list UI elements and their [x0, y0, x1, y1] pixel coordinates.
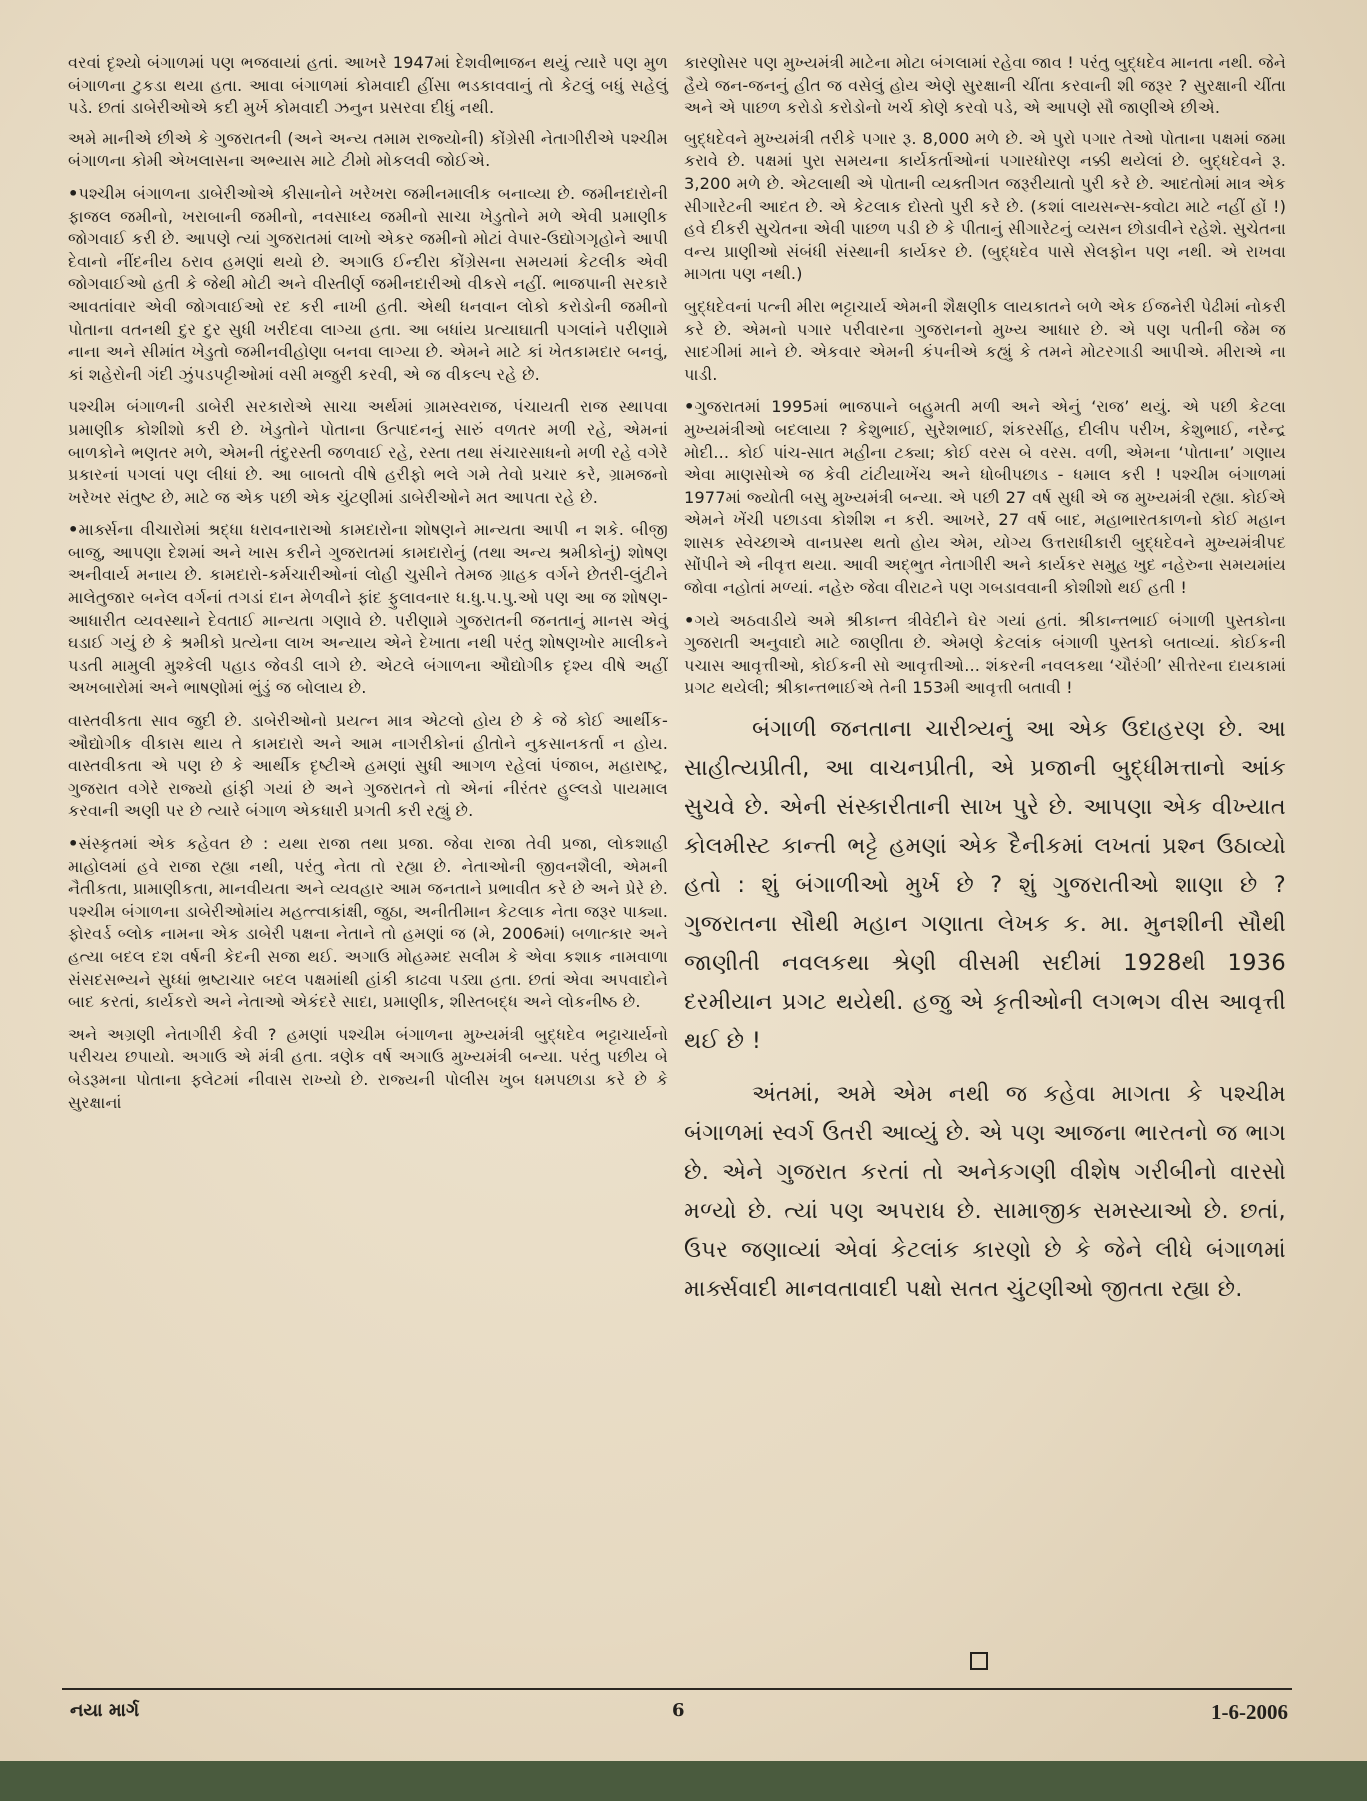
issue-date: 1-6-2006: [1211, 1700, 1288, 1724]
paragraph: બુદ્ધદેવને મુખ્યમંત્રી તરીકે પગાર રૂ. 8,000 મળે છે. એ પુરો પગાર તેઓ પોતાના પક્ષમાં જમા કરાવે છે. પક્ષમાં પુરા સમયના કાર્યકર્તાઓનાં પગારધોરણ નક્કી થયેલાં છે. બુદ્ધદેવને રૂ. 3,200 મળે છે. એટલાથી એ પોતાની વ્યક્તીગત જરૂરીયાતો પુરી કરે છે. આદતોમાં માત્ર એક સીગારેટની આદત છે. એ કેટલાક દોસ્તો પુરી કરે છે. (કશાં લાયસન્સ-ક્વોટા માટે નહીં હોં !) હવે દીકરી સુચેતના એવી પાછળ પડી છે કે પીતાનું સીગારેટનું વ્યસન છોડાવીને રહેશે. સુચેતના વન્ય પ્રાણીઓ સંબંધી સંસ્થાની કાર્યકર છે. (બુદ્ધદેવ પાસે સેલફોન પણ નથી. એ રાખવા માગતા પણ નથી.): [684, 128, 1286, 284]
scan-background-strip: [0, 1761, 1367, 1801]
end-of-article-mark: [970, 1652, 988, 1670]
bullet-paragraph: • પશ્ચીમ બંગાળના ડાબેરીઓએ કીસાનોને ખરેખરા જમીનમાલીક બનાવ્યા છે. જમીનદારોની ફાજલ જમીનો, ખરાબાની જમીનો, નવસાધ્ય જમીનો સાચા ખેડુતોને મળે એવી પ્રમાણીક જોગવાઈ કરી છે. આપણે ત્યાં ગુજરાતમાં લાખો એકર જમીનો મોટાં વેપાર-ઉદ્યોગગૃહોને આપી દેવાનો નીંદનીય ઠરાવ હમણાં થયો છે. અગાઉ ઈન્દીરા કોંગ્રેસના સમયમાં કેટલીક એવી જોગવાઈઓ હતી કે જેથી મોટી અને વીસ્તીર્ણ જમીનદારીઓ વીકસે નહીં. ભાજપાની સરકારે આવતાંવાર એવી જોગવાઈઓ રદ કરી નાખી હતી. એથી ધનવાન લોકો કરોડોની જમીનો પોતાના વતનથી દુર દુર સુધી ખરીદવા લાગ્યા હતા. આ બધાંય પ્રત્યાઘાતી પગલાંને પરીણામે નાના અને સીમાંત ખેડુતો જમીનવીહોણા બનવા લાગ્યા છે. એમને માટે કાં ખેતકામદાર બનવું, કાં શહેરોની ગંદી ઝુંપડપટ્ટીઓમાં વસી મજુરી કરવી, એ જ વીકલ્પ રહે છે.: [68, 183, 668, 386]
paragraph: વરવાં દૃશ્યો બંગાળમાં પણ ભજવાયાં હતાં. આખરે 1947માં દેશવીભાજન થયું ત્યારે પણ મુળ બંગાળના ટુકડા થયા હતા. આવા બંગાળમાં કોમવાદી હીંસા ભડકાવવાનું તો કેટલું બધું સહેલું પડે. છતાં ડાબેરીઓએ કદી મુર્ખ કોમવાદી ઝનુન પ્રસરવા દીધું નથી.: [68, 53, 668, 118]
large-paragraph: બંગાળી જનતાના ચારીત્ર્યનું આ એક ઉદાહરણ છે. આ સાહીત્યપ્રીતી, આ વાચનપ્રીતી, એ પ્રજાની બુદ્ધીમત્તાનો આંક સુચવે છે. એની સંસ્કારીતાની સાખ પુરે છે. આપણા એક વીખ્યાત કોલમીસ્ટ કાન્તી ભટ્ટે હમણાં એક દૈનીકમાં લખતાં પ્રશ્ન ઉઠાવ્યો હતો : શું બંગાળીઓ મુર્ખ છે ? શું ગુજરાતીઓ શાણા છે ? ગુજરાતના સૌથી મહાન ગણાતા લેખક ક. મા. મુનશીની સૌથી જાણીતી નવલકથા શ્રેણી વીસમી સદીમાં 1928થી 1936 દરમીયાન પ્રગટ થયેથી. હજુ એ કૃતીઓની લગભગ વીસ આવૃત્તી થઈ છે !: [684, 716, 1286, 1055]
bullet-paragraph: • ગુજરાતમાં 1995માં ભાજપાને બહુમતી મળી અને એનું ‘રાજ’ થયું. એ પછી કેટલા મુખ્યમંત્રીઓ બદલાયા ? કેશુભાઈ, સુરેશભાઈ, શંકરસીંહ, દીલીપ પરીખ, કેશુભાઈ, નરેન્દ્ર મોદી... કોઈ પાંચ-સાત મહીના ટક્યા; કોઈ વરસ બે વરસ. વળી, એમના ‘પોતાના’ ગણાય એવા માણસોએ જ કેવી ટાંટીયાખેંચ અને ધોબીપછાડ - ધમાલ કરી ! પશ્ચીમ બંગાળમાં 1977માં જ્યોતી બસુ મુખ્યમંત્રી બન્યા. એ પછી 27 વર્ષ સુધી એ જ મુખ્યમંત્રી રહ્યા. કોઈએ એમને ખેંચી પછાડવા કોશીશ ન કરી. આખરે, 27 વર્ષ બાદ, મહાભારતકાળનો કોઈ મહાન શાસક સ્વેચ્છાએ વાનપ્રસ્થ થતો હોય એમ, યોગ્ય ઉત્તરાધીકારી બુદ્ધદેવને મુખ્યમંત્રીપદ સોંપીને એ નીવૃત્ત થયા. આવી અદ્ભુત નેતાગીરી અને કાર્યકર સમુહ ખુદ નહેરુના સમયમાંય જોવા નહોતાં મળ્યાં. નહેરુ જેવા વીરાટને પણ ગબડાવવાની કોશીશો થઈ હતી !: [684, 396, 1286, 599]
bullet-paragraph: • ગયે અઠવાડીયે અમે શ્રીકાન્ત ત્રીવેદીને ઘેર ગયાં હતાં. શ્રીકાન્તભાઈ બંગાળી પુસ્તકોના ગુજરાતી અનુવાદો માટે જાણીતા છે. એમણે કેટલાંક બંગાળી પુસ્તકો બતાવ્યાં. કોઈકની પચાસ આવૃત્તીઓ, કોઈકની સો આવૃત્તીઓ... શંકરની નવલકથા ‘ચૌરંગી’ સીત્તેરના દાયકામાં પ્રગટ થયેલી; શ્રીકાન્તભાઈએ તેની 153મી આવૃત્તી બતાવી !: [684, 610, 1286, 700]
paragraph: બુદ્ધદેવનાં પત્ની મીરા ભટ્ટાચાર્ય એમની શૈક્ષણીક લાયકાતને બળે એક ઈજનેરી પેઢીમાં નોકરી કરે છે. એમનો પગાર પરીવારના ગુજરાનનો મુખ્ય આધાર છે. એ પણ પતીની જેમ જ સાદગીમાં માને છે. એકવાર એમની કંપનીએ કહ્યું કે તમને મોટરગાડી આપીએ. મીરાએ ના પાડી.: [684, 296, 1286, 384]
page-footer: [62, 1700, 1292, 1730]
bullet-paragraph: • સંસ્કૃતમાં એક કહેવત છે : યથા રાજા તથા પ્રજા. જેવા રાજા તેવી પ્રજા, લોકશાહી માહોલમાં હવે રાજા રહ્યા નથી, પરંતુ નેતા તો રહ્યા છે. નેતાઓની જીવનશૈલી, એમની નૈતીકતા, પ્રામાણીકતા, માનવીયતા અને વ્યવહાર આમ જનતાને પ્રભાવીત કરે છે અને પ્રેરે છે. પશ્ચીમ બંગાળના ડાબેરીઓમાંય મહત્ત્વાકાંક્ષી, જુઠા, અનીતીમાન કેટલાક નેતા જરૂર પાક્યા. ફોરવર્ડ બ્લોક નામના એક ડાબેરી પક્ષના નેતાને તો હમણાં જ (મે, 2006માં) બળાત્કાર અને હત્યા બદલ દશ વર્ષની કેદની સજા થઈ. અગાઉ મોહમ્મદ સલીમ કે એવા કશાક નામવાળા સંસદસભ્યને સુધ્ધાં ભ્રષ્ટાચાર બદલ પક્ષમાંથી હાંકી કાઢવા પડ્યા હતા. છતાં એવા અપવાદોને બાદ કરતાં, કાર્યકરો અને નેતાઓ એકંદરે સાદા, પ્રમાણીક, શીસ્તબદ્ધ અને લોકનીષ્ઠ છે.: [68, 833, 668, 1014]
paragraph: અને અગ્રણી નેતાગીરી કેવી ? હમણાં પશ્ચીમ બંગાળના મુખ્યમંત્રી બુદ્ધદેવ ભટ્ટાચાર્યનો પરીચય છપાયો. અગાઉ એ મંત્રી હતા. ત્રણેક વર્ષ અગાઉ મુખ્યમંત્રી બન્યા. પરંતુ પછીય બે બેડરૂમના પોતાના ફ્લેટમાં નીવાસ રાખ્યો છે. રાજ્યની પોલીસ ખુબ ધમપછાડા કરે છે કે સુરક્ષાનાં: [68, 1024, 668, 1112]
paragraph: કારણોસર પણ મુખ્યમંત્રી માટેના મોટા બંગલામાં રહેવા જાવ ! પરંતુ બુદ્ધદેવ માનતા નથી. જેને હૈયે જન-જનનું હીત જ વસેલું હોય એણે સુરક્ષાની ચીંતા કરવાની શી જરૂર ? સુરક્ષાની ચીંતા અને એ પાછળ કરોડો કરોડોનો ખર્ચ કોણે કરવો પડે, એ આપણે સૌ જાણીએ છીએ.: [684, 53, 1286, 118]
footer-divider: [62, 1688, 1292, 1690]
large-paragraph: અંતમાં, અમે એમ નથી જ કહેવા માગતા કે પશ્ચીમ બંગાળમાં સ્વર્ગ ઉતરી આવ્યું છે. એ પણ આજના ભારતનો જ ભાગ છે. એને ગુજરાત કરતાં તો અનેકગણી વીશેષ ગરીબીનો વારસો મળ્યો છે. ત્યાં પણ અપરાધ છે. સામાજીક સમસ્યાઓ છે. છતાં, ઉપર જણાવ્યાં એવાં કેટલાંક કારણો છે કે જેને લીધે બંગાળમાં માર્ક્સવાદી માનવતાવાદી પક્ષો સતત ચુંટણીઓ જીતતા રહ્યા છે.: [684, 1081, 1286, 1303]
large-type-section: [684, 710, 1286, 1309]
paragraph: પશ્ચીમ બંગાળની ડાબેરી સરકારોએ સાચા અર્થમાં ગ્રામસ્વરાજ, પંચાયતી રાજ સ્થાપવા પ્રમાણીક કોશીશો કરી છે. ખેડુતોને પોતાના ઉત્પાદનનું સારું વળતર મળી રહે, એમનાં બાળકોને ભણતર મળે, એમની તંદુરસ્તી જળવાઈ રહે, રસ્તા તથા સંચારસાધનો મળી રહે વગેરે પ્રકારનાં પગલાં પણ લીધાં છે. આ બાબતો વીષે હરીફો ભલે ગમે તેવો પ્રચાર કરે, ગ્રામજનો ખરેખર સંતુષ્ટ છે, માટે જ એક પછી એક ચુંટણીમાં ડાબેરીઓને મત આપતા રહે છે.: [68, 397, 668, 507]
paragraph: અમે માનીએ છીએ કે ગુજરાતની (અને અન્ય તમામ રાજ્યોની) કોંગ્રેસી નેતાગીરીએ પશ્ચીમ બંગાળના કોમી એખલાસના અભ્યાસ માટે ટીમો મોકલવી જોઈએ.: [68, 128, 668, 171]
left-column: [68, 52, 668, 1124]
right-column: [684, 52, 1286, 1323]
paragraph: વાસ્તવીકતા સાવ જુદી છે. ડાબેરીઓનો પ્રયત્ન માત્ર એટલો હોય છે કે જે કોઈ આર્થીક-ઔદ્યોગીક વીકાસ થાય તે કામદારો અને આમ નાગરીકોનાં હીતોને નુકસાનકર્તા ન હોય. વાસ્તવીકતા એ પણ છે કે આર્થીક દૃષ્ટીએ હમણાં સુધી આગળ રહેલાં પંજાબ, મહારાષ્ટ્ર, ગુજરાત વગેરે રાજ્યો હાંફી ગયાં છે અને ગુજરાતને તો એનાં નીરંતર હુલ્લડો પાયમાલ કરવાની અણી પર છે ત્યારે બંગાળ એકધારી પ્રગતી કરી રહ્યું છે.: [68, 711, 668, 821]
page-number: 6: [672, 1700, 685, 1721]
publication-name: નયા માર્ગ: [70, 1700, 140, 1721]
bullet-paragraph: • માર્ક્સના વીચારોમાં શ્રદ્ધા ધરાવનારાઓ કામદારોના શોષણને માન્યતા આપી ન શકે. બીજી બાજુ, આપણા દેશમાં અને ખાસ કરીને ગુજરાતમાં કામદારોનું (તથા અન્ય શ્રમીકોનું) શોષણ અનીવાર્ય મનાય છે. કામદારો-કર્મચારીઓનાં લોહી ચુસીને તેમજ ગ્રાહક વર્ગને છેતરી-લુંટીને માલેતુજાર બનેલ વર્ગનાં તગડાં દાન મેળવીને ફાંદ ફુલાવનાર ધ.ધુ.પ.પુ.ઓ પણ આ જ શોષણ-આધારીત વ્યવસ્થાને દેવતાઈ માન્યતા ગણાવે છે. પરીણામે ગુજરાતની જનતાનું માનસ એવું ઘડાઈ ગયું છે કે શ્રમીકો પ્રત્યેના લાખ અન્યાય એને દેખાતા નથી પરંતુ શોષણખોર માલીકને પડતી મામુલી મુશ્કેલી પહાડ જેવડી લાગે છે. એટલે બંગાળના ઔદ્યોગીક દૃશ્ય વીષે અહીં અખબારોમાં અને ભાષણોમાં ભુંડું જ બોલાય છે.: [68, 519, 668, 700]
